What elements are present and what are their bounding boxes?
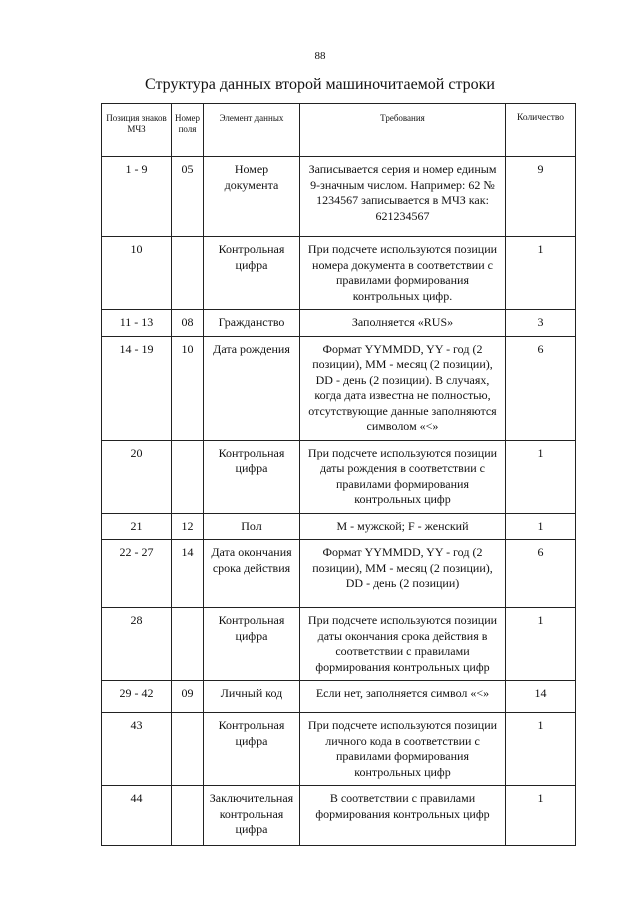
- position-cell: 1 - 9: [102, 157, 172, 237]
- data-element-cell: Заключительная контрольная цифра: [204, 786, 300, 846]
- position-cell: 29 - 42: [102, 681, 172, 713]
- field-number-cell: [172, 713, 204, 786]
- quantity-cell: 1: [506, 713, 576, 786]
- field-number-cell: [172, 786, 204, 846]
- header-position: Позиция знаков МЧЗ: [102, 104, 172, 157]
- requirements-cell: При подсчете используются позиции личного кода в соответствии с правилами формирования контрольных цифр: [300, 713, 506, 786]
- data-element-cell: Дата рождения: [204, 336, 300, 440]
- data-element-cell: Дата окончания срока действия: [204, 540, 300, 608]
- position-cell: 44: [102, 786, 172, 846]
- quantity-cell: 9: [506, 157, 576, 237]
- table-body: [102, 157, 576, 846]
- position-cell: 22 - 27: [102, 540, 172, 608]
- table-row: [102, 608, 576, 681]
- data-element-cell: Контрольная цифра: [204, 713, 300, 786]
- quantity-cell: 14: [506, 681, 576, 713]
- table-row: [102, 513, 576, 540]
- quantity-cell: 3: [506, 310, 576, 337]
- requirements-cell: Заполняется «RUS»: [300, 310, 506, 337]
- quantity-cell: 1: [506, 786, 576, 846]
- table-row: [102, 786, 576, 846]
- table-row: [102, 237, 576, 310]
- position-cell: 21: [102, 513, 172, 540]
- field-number-cell: 05: [172, 157, 204, 237]
- header-quantity: Количество: [506, 104, 576, 157]
- quantity-cell: 1: [506, 513, 576, 540]
- requirements-cell: Формат YYMMDD, YY - год (2 позиции), MM - месяц (2 позиции), DD - день (2 позиции): [300, 540, 506, 608]
- table-row: [102, 440, 576, 513]
- table-row: [102, 310, 576, 337]
- table-row: [102, 157, 576, 237]
- quantity-cell: 1: [506, 440, 576, 513]
- requirements-cell: Формат YYMMDD, YY - год (2 позиции), MM - месяц (2 позиции), DD - день (2 позиции). В случаях, когда дата известна не полностью, отсутствующие данные заполняются символом «<»: [300, 336, 506, 440]
- data-element-cell: Контрольная цифра: [204, 608, 300, 681]
- position-cell: 14 - 19: [102, 336, 172, 440]
- quantity-cell: 1: [506, 608, 576, 681]
- quantity-cell: 6: [506, 540, 576, 608]
- data-element-cell: Гражданство: [204, 310, 300, 337]
- quantity-cell: 1: [506, 237, 576, 310]
- header-requirements: Требования: [300, 104, 506, 157]
- mrz-data-table: [101, 103, 576, 846]
- position-cell: 11 - 13: [102, 310, 172, 337]
- requirements-cell: При подсчете используются позиции даты окончания срока действия в соответствии с правилами формирования контрольных цифр: [300, 608, 506, 681]
- requirements-cell: При подсчете используются позиции даты рождения в соответствии с правилами формирования контрольных цифр: [300, 440, 506, 513]
- position-cell: 20: [102, 440, 172, 513]
- table-row: [102, 336, 576, 440]
- requirements-cell: В соответствии с правилами формирования контрольных цифр: [300, 786, 506, 846]
- table-row: [102, 713, 576, 786]
- requirements-cell: Если нет, заполняется символ «<»: [300, 681, 506, 713]
- requirements-cell: M - мужской; F - женский: [300, 513, 506, 540]
- quantity-cell: 6: [506, 336, 576, 440]
- field-number-cell: 08: [172, 310, 204, 337]
- table-row: [102, 540, 576, 608]
- data-element-cell: Номер документа: [204, 157, 300, 237]
- document-title: Структура данных второй машиночитаемой строки: [145, 76, 495, 93]
- header-data-element: Элемент данных: [204, 104, 300, 157]
- field-number-cell: [172, 440, 204, 513]
- table-header-row: [102, 104, 576, 157]
- field-number-cell: 10: [172, 336, 204, 440]
- field-number-cell: 12: [172, 513, 204, 540]
- field-number-cell: [172, 608, 204, 681]
- requirements-cell: Записывается серия и номер единым 9-значным числом. Например: 62 № 1234567 записывается в МЧЗ как: 621234567: [300, 157, 506, 237]
- header-field-number: Номер поля: [172, 104, 204, 157]
- data-element-cell: Контрольная цифра: [204, 440, 300, 513]
- data-element-cell: Личный код: [204, 681, 300, 713]
- data-element-cell: Контрольная цифра: [204, 237, 300, 310]
- field-number-cell: [172, 237, 204, 310]
- field-number-cell: 14: [172, 540, 204, 608]
- table-row: [102, 681, 576, 713]
- field-number-cell: 09: [172, 681, 204, 713]
- data-element-cell: Пол: [204, 513, 300, 540]
- requirements-cell: При подсчете используются позиции номера документа в соответствии с правилами формирования контрольных цифр.: [300, 237, 506, 310]
- page-number: 88: [314, 50, 326, 62]
- position-cell: 28: [102, 608, 172, 681]
- position-cell: 10: [102, 237, 172, 310]
- position-cell: 43: [102, 713, 172, 786]
